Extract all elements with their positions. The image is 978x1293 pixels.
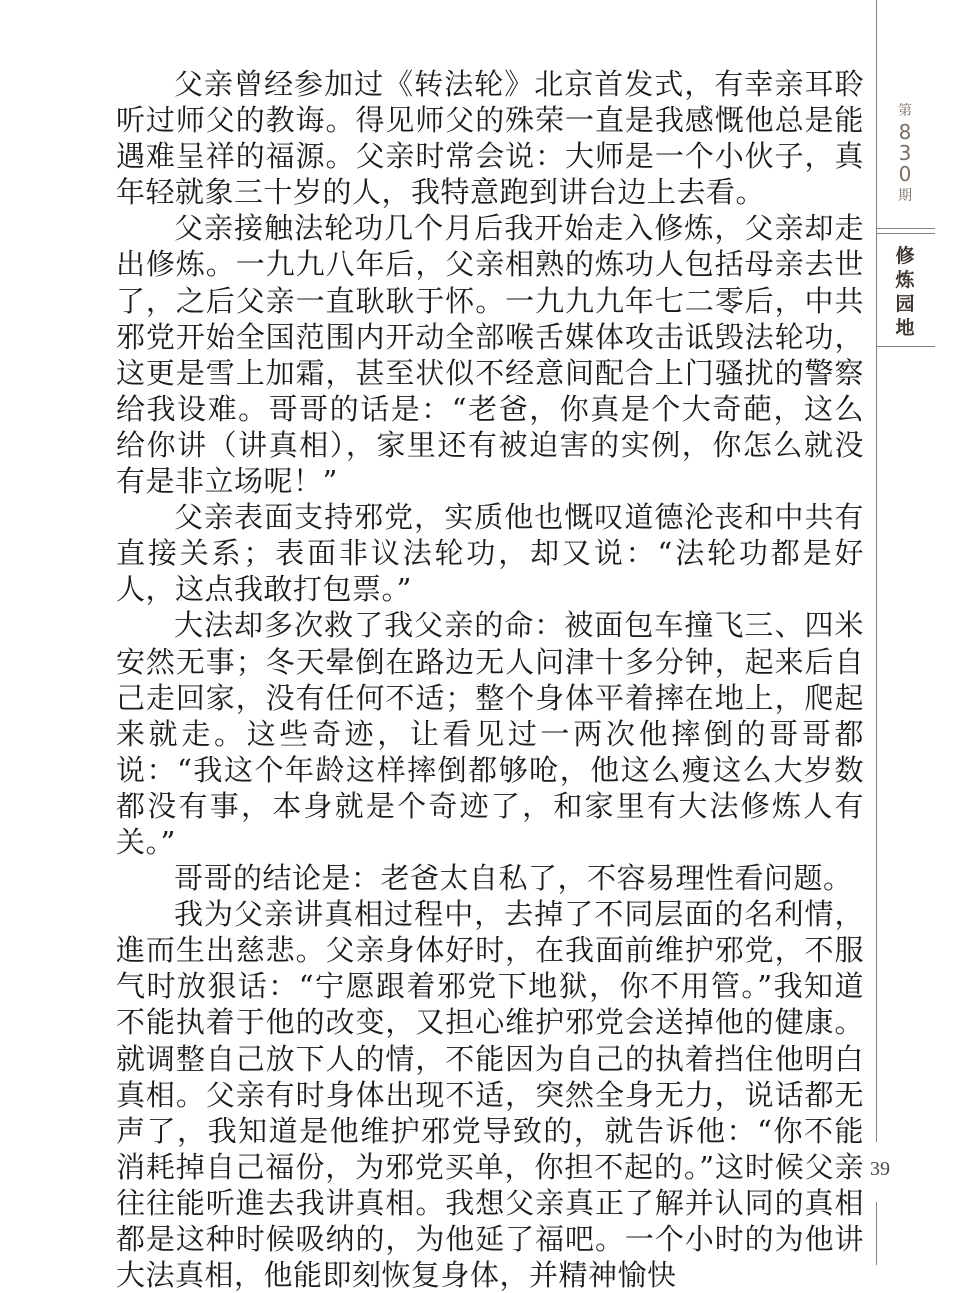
issue-number xyxy=(877,100,933,207)
issue-suffix: 期 xyxy=(898,188,912,204)
paragraph: 父亲表面支持邪党，实质他也慨叹道德沦丧和中共有直接关系；表面非议法轮功，却又说：“法轮功都是好人，这点我敢打包票。” xyxy=(116,500,864,607)
paragraph: 父亲曾经参加过《转法轮》北京首发式，有幸亲耳聆听过师父的教诲。得见师父的殊荣一直是我感慨他总是能遇难呈祥的福源。父亲时常会说：大师是一个小伙子，真年轻就象三十岁的人，我特意跑到讲台边上去看。 xyxy=(116,67,864,210)
section-char: 炼 xyxy=(895,269,915,291)
issue-digit: 8 xyxy=(898,120,912,144)
issue-prefix: 第 xyxy=(898,103,912,119)
section-char: 园 xyxy=(895,293,915,315)
paragraph: 父亲接触法轮功几个月后我开始走入修炼，父亲却走出修炼。一九九八年后，父亲相熟的炼功人包括母亲去世了，之后父亲一直耿耿于怀。一九九九年七二零后，中共邪党开始全国范围内开动全部喉舌媒体攻击诋毁法轮功，这更是雪上加霜，甚至状似不经意间配合上门骚扰的警察给我设难。哥哥的话是：“老爸，你真是个大奇葩，这么给你讲（讲真相），家里还有被迫害的实例，你怎么就没有是非立场呢！” xyxy=(116,211,864,499)
margin-divider-bottom xyxy=(876,1202,877,1265)
section-char: 地 xyxy=(895,317,915,339)
section-divider-bottom xyxy=(877,346,935,347)
paragraph: 大法却多次救了我父亲的命：被面包车撞飞三、四米安然无事；冬天晕倒在路边无人问津十多分钟，起来后自己走回家，没有任何不适；整个身体平着摔在地上，爬起来就走。这些奇迹，让看见过一两次他摔倒的哥哥都说：“我这个年龄这样摔倒都够呛，他这么瘦这么大岁数都没有事，本身就是个奇迹了，和家里有大法修炼人有关。” xyxy=(116,608,864,859)
section-title xyxy=(877,244,933,340)
paragraph: 哥哥的结论是：老爸太自私了，不容易理性看问题。 xyxy=(174,861,853,896)
issue-digit: 0 xyxy=(898,162,912,186)
section-divider-top xyxy=(877,228,935,229)
page-number: 39 xyxy=(870,1158,890,1180)
issue-digit: 3 xyxy=(898,141,912,165)
article-body xyxy=(116,66,864,1293)
section-char: 修 xyxy=(895,245,915,267)
paragraph: 我为父亲讲真相过程中，去掉了不同层面的名利情，進而生出慈悲。父亲身体好时，在我面前维护邪党，不服气时放狠话：“宁愿跟着邪党下地狱，你不用管。”我知道不能执着于他的改变，又担心维护邪党会送掉他的健康。就调整自己放下人的情，不能因为自己的执着挡住他明白真相。父亲有时身体出现不适，突然全身无力，说话都无声了，我知道是他维护邪党导致的，就告诉他：“你不能消耗掉自己福份，为邪党买单，你担不起的。”这时候父亲往往能听進去我讲真相。我想父亲真正了解并认同的真相都是这种时候吸纳的，为他延了福吧。一个小时的为他讲大法真相，他能即刻恢复身体，并精神愉快 xyxy=(116,897,864,1293)
section-divider-top-inner xyxy=(877,233,935,234)
